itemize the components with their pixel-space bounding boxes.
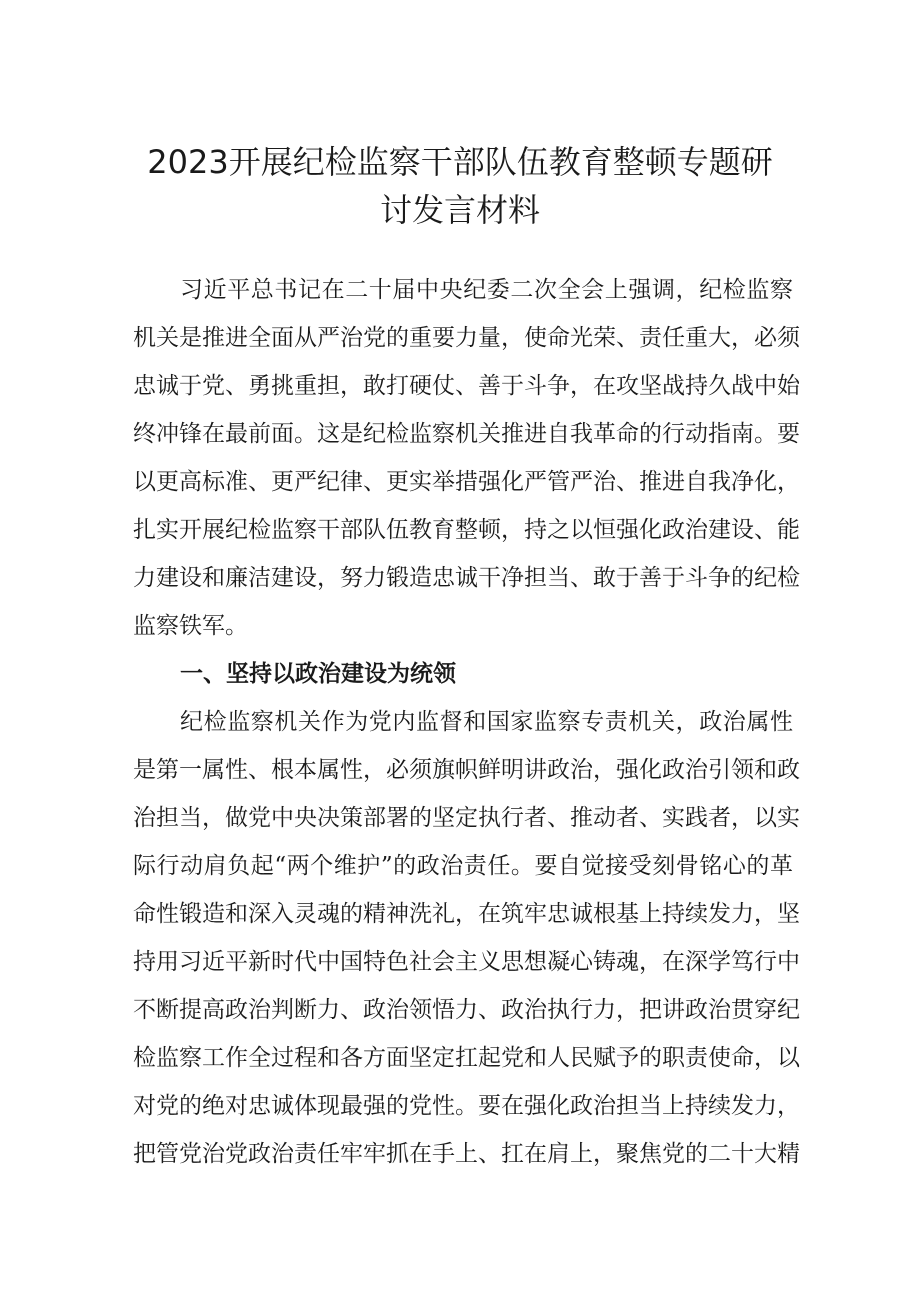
paragraph-1-line: 习近平总书记在二十届中央纪委二次全会上强调，纪检监察	[180, 277, 793, 303]
paragraph-2-line: 持用习近平新时代中国特色社会主义思想凝心铸魂，在深学笃行中	[133, 949, 800, 975]
paragraph-2-line: 治担当，做党中央决策部署的坚定执行者、推动者、实践者，以实	[133, 805, 800, 831]
paragraph-2-line: 命性锻造和深入灵魂的精神洗礼，在筑牢忠诚根基上持续发力，坚	[133, 901, 800, 927]
paragraph-2-line: 不断提高政治判断力、政治领悟力、政治执行力，把讲政治贯穿纪	[133, 997, 800, 1023]
paragraph-1-line: 以更高标准、更严纪律、更实举措强化严管严治、推进自我净化，	[133, 469, 800, 495]
paragraph-1-line: 忠诚于党、勇挑重担，敢打硬仗、善于斗争，在攻坚战持久战中始	[133, 373, 800, 399]
paragraph-2-line: 际行动肩负起“两个维护”的政治责任。要自觉接受刻骨铭心的革	[133, 853, 793, 879]
paragraph-1-line: 扎实开展纪检监察干部队伍教育整顿，持之以恒强化政治建设、能	[133, 517, 800, 543]
paragraph-2-line: 是第一属性、根本属性，必须旗帜鲜明讲政治，强化政治引领和政	[133, 757, 800, 783]
paragraph-1-line: 监察铁军。	[133, 613, 248, 639]
paragraph-2-line: 把管党治党政治责任牢牢抓在手上、扛在肩上，聚焦党的二十大精	[133, 1141, 800, 1167]
paragraph-2-line: 检监察工作全过程和各方面坚定扛起党和人民赋予的职责使命，以	[133, 1045, 800, 1071]
section-heading-1: 一、坚持以政治建设为统领	[180, 661, 456, 687]
title-line-2: 讨发言材料	[379, 191, 540, 229]
title-line-1: 2023开展纪检监察干部队伍教育整顿专题研	[147, 143, 773, 181]
paragraph-1-line: 终冲锋在最前面。这是纪检监察机关推进自我革命的行动指南。要	[133, 421, 800, 447]
document-title	[120, 138, 800, 234]
paragraph-1-line: 机关是推进全面从严治党的重要力量，使命光荣、责任重大，必须	[133, 325, 800, 351]
paragraph-1-line: 力建设和廉洁建设，努力锻造忠诚干净担当、敢于善于斗争的纪检	[133, 565, 800, 591]
paragraph-2-line: 对党的绝对忠诚体现最强的党性。要在强化政治担当上持续发力，	[133, 1093, 800, 1119]
paragraph-2-line: 纪检监察机关作为党内监督和国家监察专责机关，政治属性	[180, 709, 793, 735]
